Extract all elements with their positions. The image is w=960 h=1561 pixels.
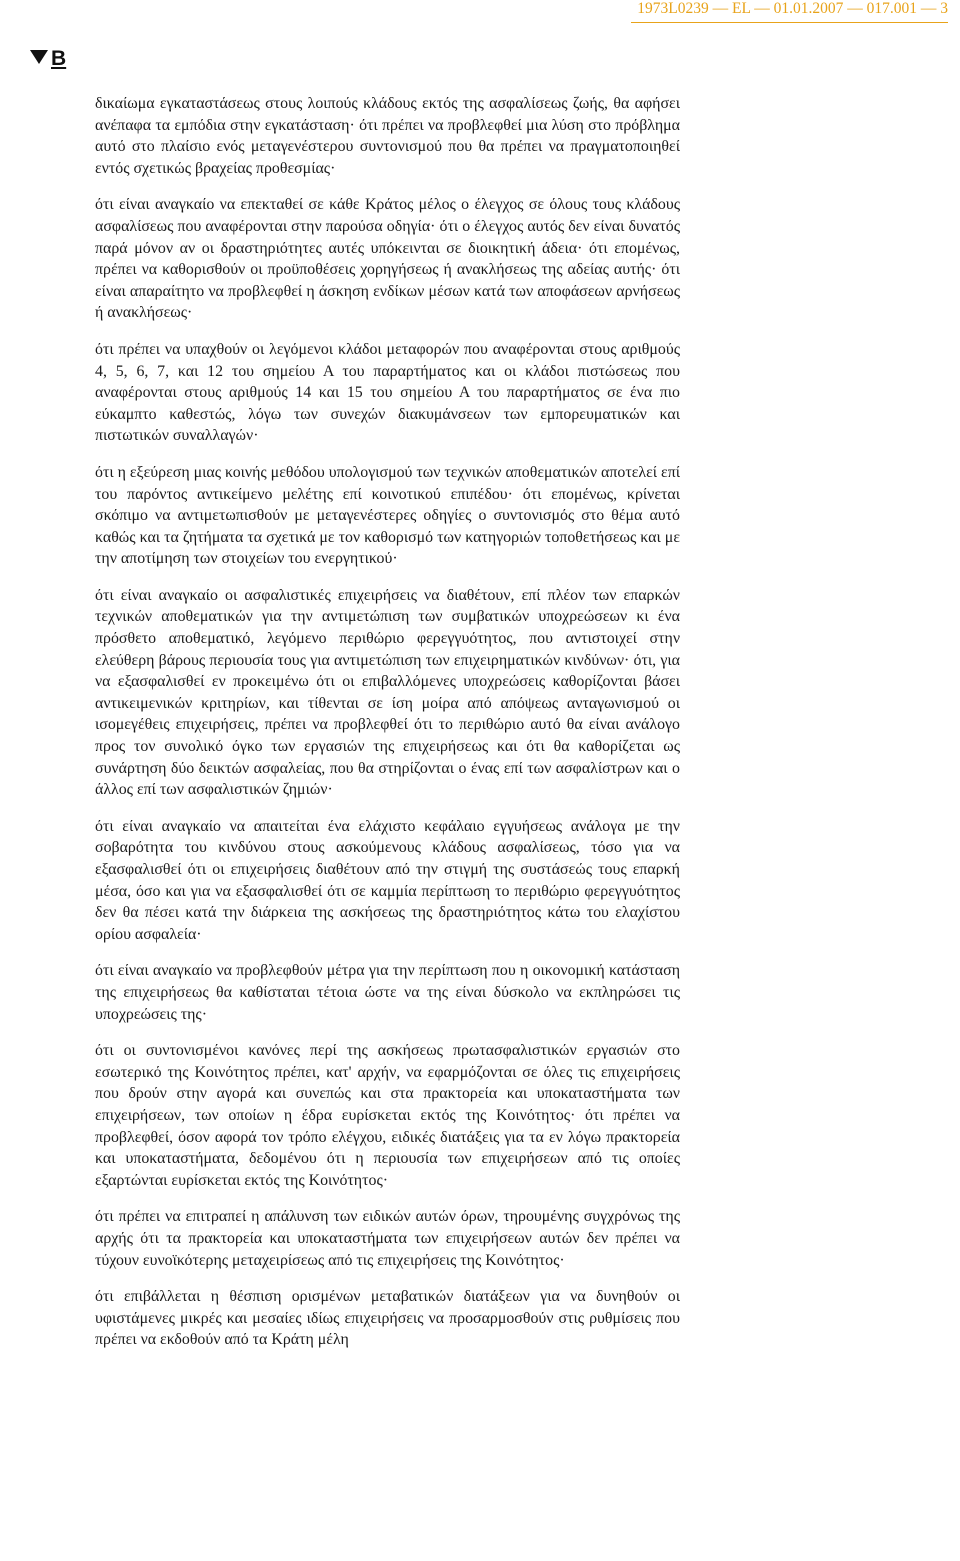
paragraph: ότι επιβάλλεται η θέσπιση ορισμένων μεταβατικών διατάξεων για να δυνηθούν οι υφιστάμενες μικρές και μεσαίες ιδίως επιχειρήσεις να προσαρμοσθούν στις ρυθμίσεις που πρέπει να εκδοθούν από τα Κράτη μέλη (95, 1288, 680, 1349)
paragraph: ότι πρέπει να υπαχθούν οι λεγόμενοι κλάδοι μεταφορών που αναφέρονται στους αριθμούς 4, 5, 6, 7, και 12 του σημείου Α του παραρτήματος και οι κλάδοι πιστώσεως που αναφέρονται στους αριθμούς 14 και 15 του σημείου Α του παραρτήματος σε ένα πιο εύκαμπτο καθεστώς, λόγω των συνεχών διακυμάνσεων των εμπορευματικών και πιστωτικών συναλλαγών· (95, 340, 680, 445)
triangle-down-icon (30, 50, 48, 64)
paragraph: ότι είναι αναγκαίο οι ασφαλιστικές επιχειρήσεις να διαθέτουν, επί πλέον των επαρκών τεχνικών αποθεματικών για την αντιμετώπιση των συμβατικών υποχρεώσεων κι ένα πρόσθετο αποθεματικό, λεγόμενο περιθώριο φερεγγυότητος, που αντιστοιχεί στην ελεύθερη βάρους περιουσία τους για αντιμετώπιση των επιχειρηματικών κινδύνων· ότι, για να εξασφαλισθεί εν προκειμένω ότι οι επιβαλλόμενες υποχρεώσεις καθορίζονται βάσει αντικειμενικών κριτηρίων, και τίθενται σε ίση μοίρα από απόψεως ανταγωνισμού οι ισομεγέθεις επιχειρήσεις, πρέπει να προβλεφθεί ότι το περιθώριο αυτό θα είναι ανάλογο προς τον συνολικό όγκο των εργασιών της επιχειρήσεως και ότι θα καθορίζεται ως συνάρτηση δύο δεικτών ασφαλείας, που θα στηρίζονται ο ένας επί των ασφαλίστρων και ο άλλος επί των ασφαλιστικών ζημιών· (95, 586, 680, 799)
paragraph: ότι είναι αναγκαίο να απαιτείται ένα ελάχιστο κεφάλαιο εγγυήσεως ανάλογα με την σοβαρότητα του κινδύνου στους ασκούμενους κλάδους ασφαλίσεως, τόσο για να εξασφαλισθεί ότι οι επιχειρήσεις διαθέτουν από την στιγμή της συστάσεώς τους επαρκή μέσα, όσο και για να εξασφαλισθεί ότι σε καμμία περίπτωση το περιθώριο φερεγγυότητος δεν θα πέσει κατά την διάρκεια της ασκήσεως της δραστηριότητος κάτω του ελαχίστου ορίου ασφαλεία· (95, 817, 680, 943)
paragraph: ότι πρέπει να επιτραπεί η απάλυνση των ειδικών αυτών όρων, τηρουμένης συγχρόνως της αρχής ότι τα πρακτορεία και υποκαταστήματα των επιχειρήσεων αυτών δεν πρέπει να τύχουν ευνοϊκότερης μεταχειρίσεως από τις επιχειρήσεις της Κοινότητος· (95, 1208, 680, 1269)
amendment-marker (30, 47, 66, 71)
paragraph: ότι είναι αναγκαίο να προβλεφθούν μέτρα για την περίπτωση που η οικονομική κατάσταση της επιχειρήσεως θα καθίσταται τέτοια ώστε να της είναι δύσκολο να εκπληρώσει τις υποχρεώσεις της· (95, 962, 680, 1023)
paragraph: ότι η εξεύρεση μιας κοινής μεθόδου υπολογισμού των τεχνικών αποθεματικών αποτελεί επί του παρόντος αντικείμενο μελέτης επί κοινοτικού επιπέδου· ότι επομένως, κρίνεται σκόπιμο να αντιμετωπισθούν με μεταγενέστερες οδηγίες ο συντονισμός στο θέμα αυτό καθώς και τα ζητήματα τα σχετικά με τον καθορισμό των κατηγοριών τοποθετήσεως και με την αποτίμηση των στοιχείων του ενεργητικού· (95, 463, 680, 568)
document-body (95, 93, 680, 1366)
paragraph: ότι είναι αναγκαίο να επεκταθεί σε κάθε Κράτος μέλος ο έλεγχος σε όλους τους κλάδους ασφαλίσεως που αναφέρονται στην παρούσα οδηγία· ότι ο έλεγχος αυτός δεν είναι δυνατός παρά μόνον αν οι δραστηριότητες αυτές υπόκεινται σε διοικητική άδεια· ότι επομένως, πρέπει να καθορισθούν οι προϋποθέσεις χορηγήσεως ή ανακλήσεως της αδείας αυτής· ότι είναι απαραίτητο να προβλεφθεί η άσκηση ενδίκων μέσων κατά των αποφάσεων αρνήσεως ή ανακλήσεως· (95, 196, 680, 322)
amendment-marker-letter: B (51, 47, 67, 70)
paragraph: δικαίωμα εγκαταστάσεως στους λοιπούς κλάδους εκτός της ασφαλίσεως ζωής, θα αφήσει ανέπαφα τα εμπόδια στην εγκατάσταση· ότι πρέπει να προβλεφθεί μια λύση στο πρόβλημα αυτό στο πλαίσιο ενός μεταγενέστερου συντονισμού που θα πρέπει να πραγματοποιηθεί εντός σχετικώς βραχείας προθεσμίας· (95, 95, 680, 177)
page-header: 1973L0239 — EL — 01.01.2007 — 017.001 — 3 (631, 0, 948, 23)
paragraph: ότι οι συντονισμένοι κανόνες περί της ασκήσεως πρωτασφαλιστικών εργασιών στο εσωτερικό της Κοινότητος πρέπει, κατ' αρχήν, να εφαρμόζονται σε όλες τις επιχειρήσεις που δρούν στην αγορά και συνεπώς και στα πρακτορεία και υποκαταστήματα των επιχειρήσεων, των οποίων η έδρα ευρίσκεται εκτός της Κοινότητος· ότι πρέπει να προβλεφθεί, όσον αφορά τον τρόπο ελέγχου, ειδικές διατάξεις για τα εν λόγω πρακτορεία και υποκαταστήματα, δεδομένου ότι η περιουσία των επιχειρήσεων από τις οποίες εξαρτώνται ευρίσκεται εκτός της Κοινότητος· (95, 1042, 680, 1189)
